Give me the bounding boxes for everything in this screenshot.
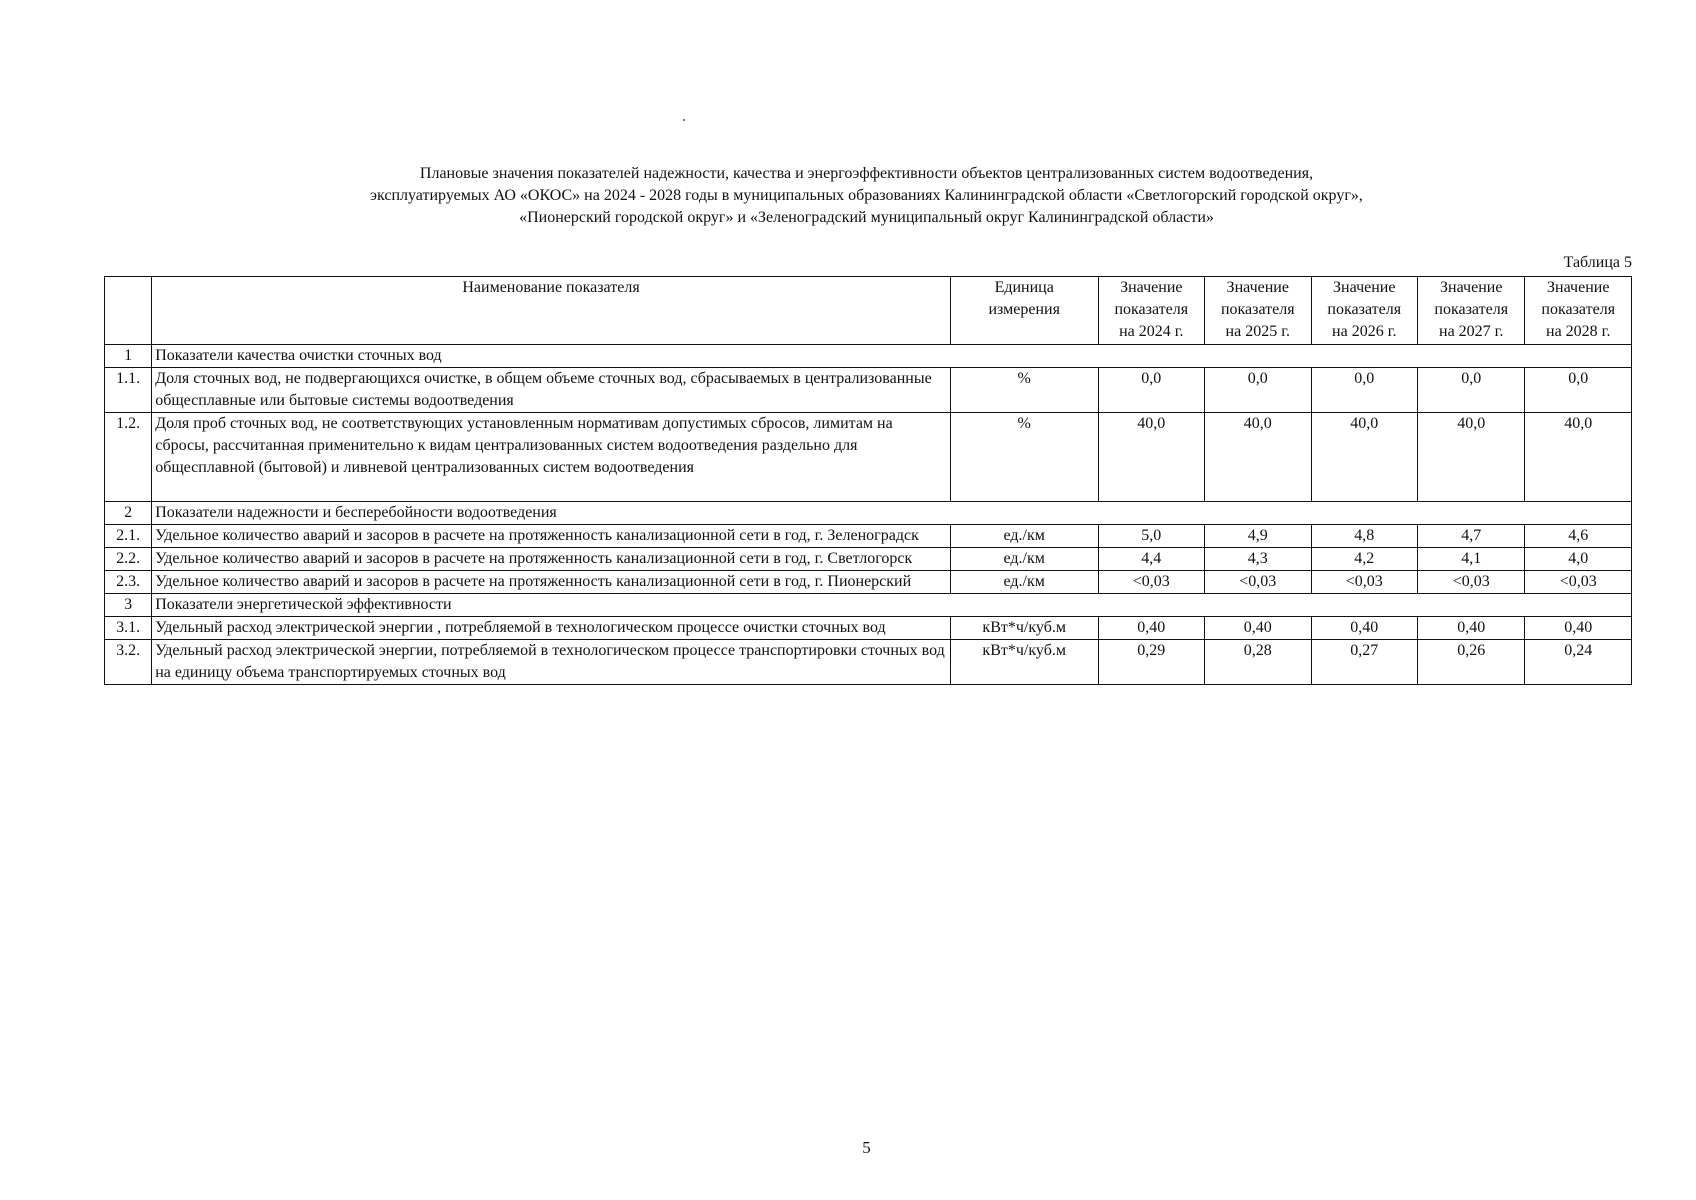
table-row [105, 413, 1632, 502]
row-number: 1.2. [105, 413, 152, 502]
value-2026: 4,8 [1311, 525, 1417, 548]
row-number: 1 [105, 345, 152, 368]
value-2025: 4,3 [1205, 548, 1311, 571]
value-2026: <0,03 [1311, 571, 1417, 594]
indicator-name: Удельное количество аварий и засоров в расчете на протяженность канализационной сети в год, г. Зеленоградск [152, 525, 951, 548]
indicator-name: Удельное количество аварий и засоров в расчете на протяженность канализационной сети в год, г. Светлогорск [152, 548, 951, 571]
indicator-unit: кВт*ч/куб.м [950, 617, 1098, 640]
value-2025: <0,03 [1205, 571, 1311, 594]
header-num [105, 277, 152, 345]
value-2028: 4,6 [1525, 525, 1632, 548]
section-row [105, 502, 1632, 525]
section-title: Показатели качества очистки сточных вод [152, 345, 1632, 368]
scan-speck [683, 119, 685, 121]
value-2025: 0,28 [1205, 640, 1311, 685]
row-number: 1.1. [105, 368, 152, 413]
indicator-name: Доля проб сточных вод, не соответствующих установленным нормативам допустимых сбросов, лимитам на сбросы, рассчитанная применительно к видам централизованных систем водоотведения раздельно для общесплавной (бытовой) и ливневой централизованных систем водоотведения [152, 413, 951, 502]
header-name: Наименование показателя [152, 277, 951, 345]
header-line: на 2028 г. [1546, 323, 1611, 340]
title-line: «Пионерский городской округ» и «Зеленоградский муниципальный округ Калининградской области» [519, 209, 1214, 226]
table-row [105, 571, 1632, 594]
value-2024: 5,0 [1098, 525, 1204, 548]
value-2028: 0,40 [1525, 617, 1632, 640]
value-2025: 4,9 [1205, 525, 1311, 548]
table-row [105, 617, 1632, 640]
indicator-name: Удельное количество аварий и засоров в расчете на протяженность канализационной сети в год, г. Пионерский [152, 571, 951, 594]
value-2026: 40,0 [1311, 413, 1417, 502]
section-row [105, 345, 1632, 368]
value-2028: 4,0 [1525, 548, 1632, 571]
header-line: показателя [1114, 301, 1189, 318]
value-2026: 4,2 [1311, 548, 1417, 571]
indicators-table [104, 276, 1632, 685]
header-line: на 2024 г. [1119, 323, 1184, 340]
row-number: 2.1. [105, 525, 152, 548]
value-2025: 0,40 [1205, 617, 1311, 640]
value-2027: 0,26 [1417, 640, 1524, 685]
header-value-2028 [1525, 277, 1632, 345]
value-2024: 0,29 [1098, 640, 1204, 685]
value-2026: 0,40 [1311, 617, 1417, 640]
header-line: Значение [1120, 279, 1183, 296]
table-row [105, 525, 1632, 548]
value-2028: 40,0 [1525, 413, 1632, 502]
value-2024: 0,0 [1098, 368, 1204, 413]
value-2028: 0,24 [1525, 640, 1632, 685]
value-2024: 4,4 [1098, 548, 1204, 571]
indicator-name: Удельный расход электрической энергии , потребляемой в технологическом процессе очистки сточных вод [152, 617, 951, 640]
header-line: на 2026 г. [1332, 323, 1397, 340]
header-unit-line: Единица [994, 279, 1054, 296]
header-value-2026 [1311, 277, 1417, 345]
indicator-name: Доля сточных вод, не подвергающихся очистке, в общем объеме сточных вод, сбрасываемых в централизованные общесплавные или бытовые системы водоотведения [152, 368, 951, 413]
value-2028: <0,03 [1525, 571, 1632, 594]
table-row [105, 548, 1632, 571]
value-2024: 40,0 [1098, 413, 1204, 502]
value-2027: 40,0 [1417, 413, 1524, 502]
row-number: 3 [105, 594, 152, 617]
value-2024: 0,40 [1098, 617, 1204, 640]
header-line: Значение [1440, 279, 1503, 296]
header-line: Значение [1547, 279, 1610, 296]
indicator-name: Удельный расход электрической энергии, потребляемой в технологическом процессе транспортировки сточных вод на единицу объема транспортируемых сточных вод [152, 640, 951, 685]
header-line: показателя [1220, 301, 1295, 318]
header-line: Значение [1333, 279, 1396, 296]
value-2027: <0,03 [1417, 571, 1524, 594]
header-line: показателя [1327, 301, 1402, 318]
header-line: показателя [1434, 301, 1509, 318]
header-value-2025 [1205, 277, 1311, 345]
row-number: 2.2. [105, 548, 152, 571]
value-2024: <0,03 [1098, 571, 1204, 594]
table-row [105, 368, 1632, 413]
indicator-unit: ед./км [950, 525, 1098, 548]
section-title: Показатели надежности и бесперебойности водоотведения [152, 502, 1632, 525]
value-2027: 4,7 [1417, 525, 1524, 548]
row-number: 3.2. [105, 640, 152, 685]
row-number: 2 [105, 502, 152, 525]
indicator-unit: кВт*ч/куб.м [950, 640, 1098, 685]
row-number: 2.3. [105, 571, 152, 594]
indicator-unit: ед./км [950, 548, 1098, 571]
indicator-unit: ед./км [950, 571, 1098, 594]
title-line: Плановые значения показателей надежности, качества и энергоэффективности объектов централизованных систем водоотведения, [419, 165, 1314, 182]
header-unit [950, 277, 1098, 345]
section-row [105, 594, 1632, 617]
value-2026: 0,0 [1311, 368, 1417, 413]
table-label: Таблица 5 [1563, 254, 1632, 271]
header-line: Значение [1226, 279, 1289, 296]
header-line: показателя [1541, 301, 1616, 318]
section-title: Показатели энергетической эффективности [152, 594, 1632, 617]
header-line: на 2025 г. [1225, 323, 1290, 340]
header-value-2024 [1098, 277, 1204, 345]
value-2025: 0,0 [1205, 368, 1311, 413]
value-2028: 0,0 [1525, 368, 1632, 413]
value-2026: 0,27 [1311, 640, 1417, 685]
page-number: 5 [862, 1138, 871, 1157]
indicator-unit: % [950, 413, 1098, 502]
table-row [105, 640, 1632, 685]
row-number: 3.1. [105, 617, 152, 640]
document-title [0, 163, 1696, 229]
value-2027: 0,0 [1417, 368, 1524, 413]
header-line: на 2027 г. [1439, 323, 1504, 340]
value-2025: 40,0 [1205, 413, 1311, 502]
title-line: эксплуатируемых АО «ОКОС» на 2024 - 2028 годы в муниципальных образованиях Калининградской области «Светлогорский городской округ», [370, 187, 1363, 204]
header-unit-line: измерения [988, 301, 1060, 318]
header-value-2027 [1417, 277, 1524, 345]
table-header-row [105, 277, 1632, 345]
value-2027: 4,1 [1417, 548, 1524, 571]
value-2027: 0,40 [1417, 617, 1524, 640]
indicator-unit: % [950, 368, 1098, 413]
